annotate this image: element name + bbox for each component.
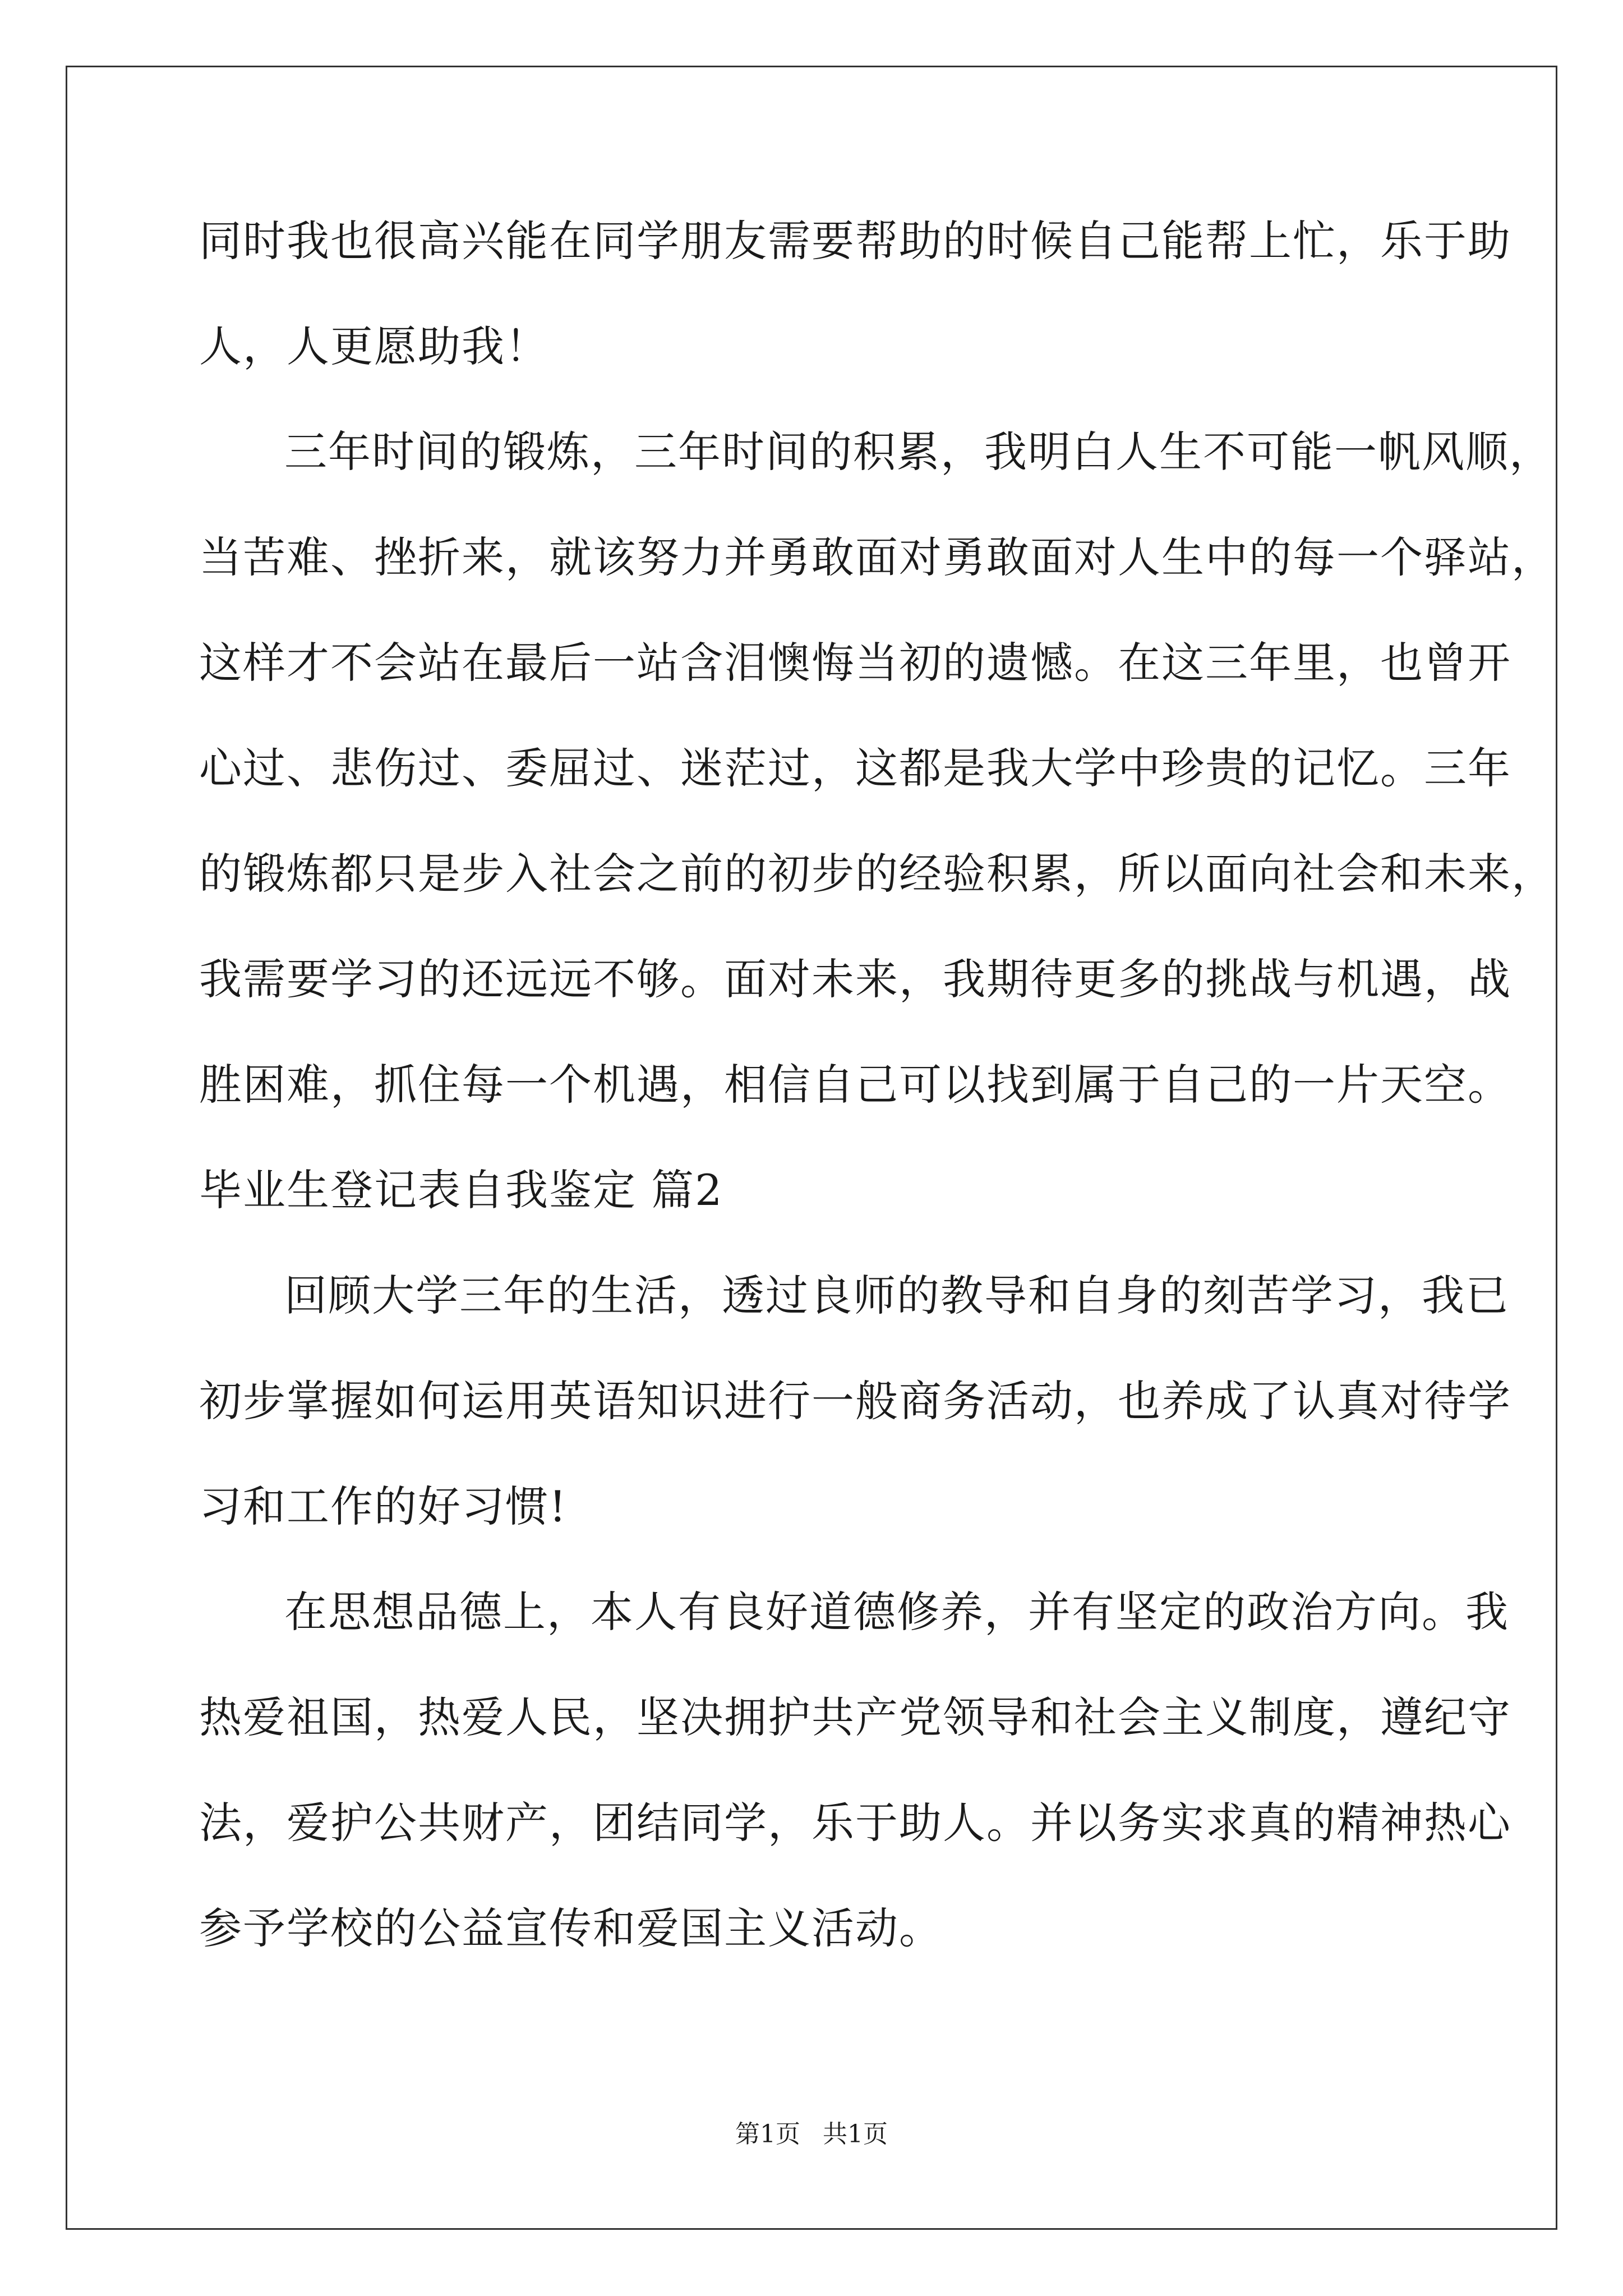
section-heading: 毕业生登记表自我鉴定 篇2	[199, 1165, 723, 1215]
text-line-1: 同时我也很高兴能在同学朋友需要帮助的时候自己能帮上忙，乐于助	[199, 216, 1511, 266]
text-line-8: 我需要学习的还远远不够。面对未来，我期待更多的挑战与机遇，战	[199, 954, 1511, 1004]
page-number: 第1页	[735, 2120, 800, 2148]
text-line-15: 热爱祖国，热爱人民，坚决拥护共产党领导和社会主义制度，遵纪守	[199, 1692, 1511, 1742]
text-line-2: 人，人更愿助我！	[199, 321, 549, 371]
text-line-4: 当苦难、挫折来，就该努力并勇敢面对勇敢面对人生中的每一个驿站，	[199, 532, 1555, 582]
text-line-17: 参予学校的公益宣传和爱国主义活动。	[199, 1903, 943, 1953]
page-total: 共1页	[823, 2120, 888, 2148]
text-line-11: 回顾大学三年的生活，透过良师的教导和自身的刻苦学习，我已	[284, 1271, 1509, 1320]
text-line-6: 心过、悲伤过、委屈过、迷茫过，这都是我大学中珍贵的记忆。三年	[199, 743, 1511, 793]
text-line-3: 三年时间的锻炼，三年时间的积累，我明白人生不可能一帆风顺，	[284, 427, 1553, 477]
text-line-5: 这样才不会站在最后一站含泪懊悔当初的遗憾。在这三年里，也曾开	[199, 638, 1511, 688]
text-line-7: 的锻炼都只是步入社会之前的初步的经验积累，所以面向社会和未来，	[199, 849, 1555, 899]
page-footer	[0, 2118, 1623, 2151]
text-line-14: 在思想品德上，本人有良好道德修养，并有坚定的政治方向。我	[284, 1587, 1509, 1637]
text-line-9: 胜困难，抓住每一个机遇，相信自己可以找到属于自己的一片天空。	[199, 1060, 1511, 1110]
text-line-12: 初步掌握如何运用英语知识进行一般商务活动，也养成了认真对待学	[199, 1376, 1511, 1426]
text-line-16: 法，爱护公共财产，团结同学，乐于助人。并以务实求真的精神热心	[199, 1798, 1511, 1848]
text-line-13: 习和工作的好习惯!	[199, 1481, 568, 1531]
